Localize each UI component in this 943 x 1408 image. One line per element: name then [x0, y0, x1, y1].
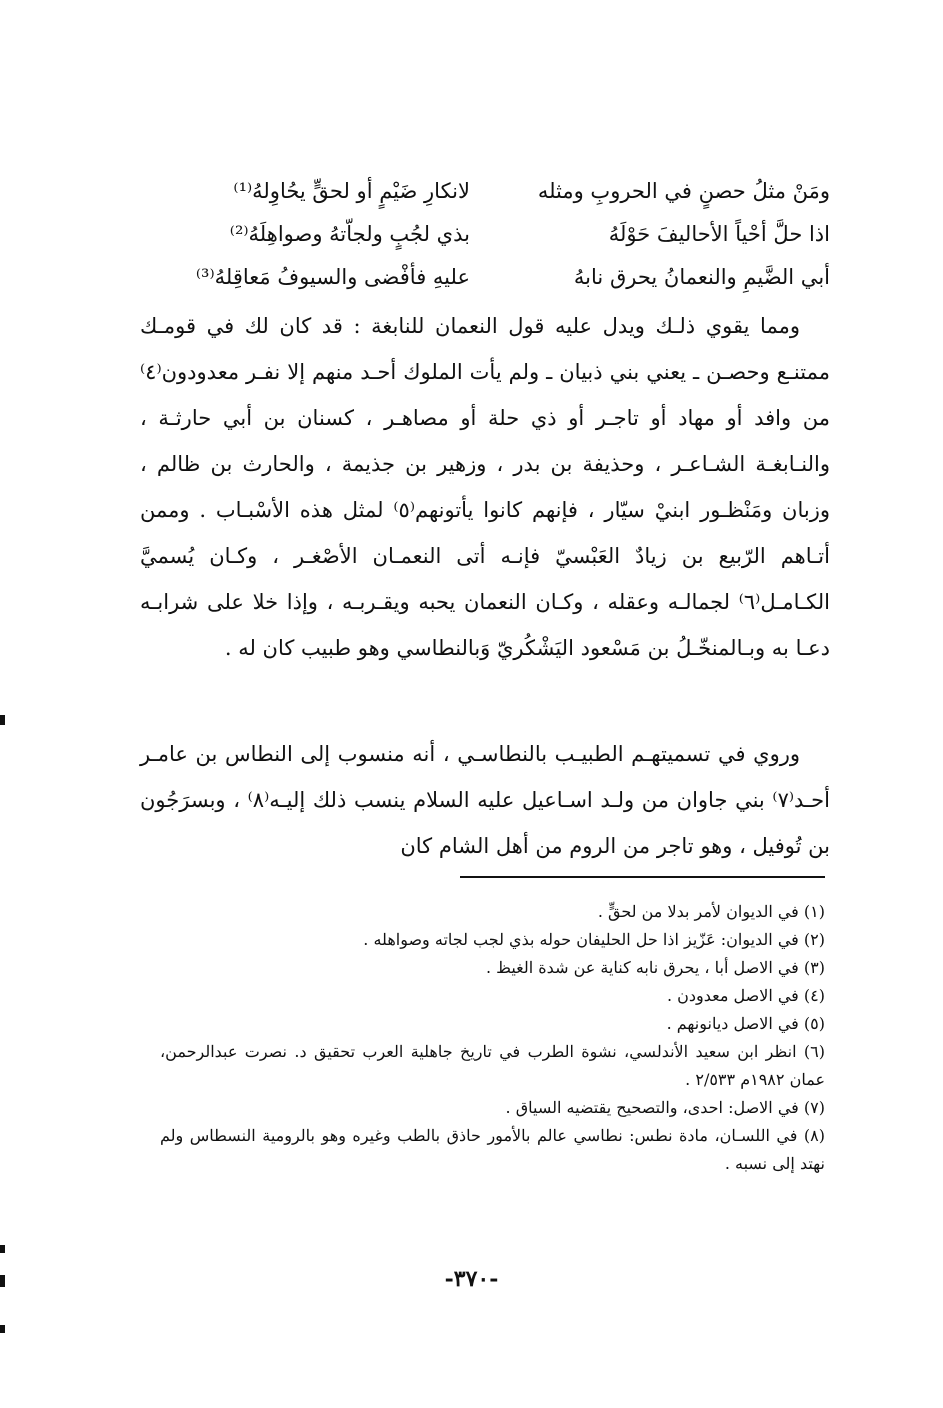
- poem-verse: [140, 170, 830, 213]
- verse-second-hemistich: لانكارِ ضَيْمٍ أو لحقٍّ يحُاوِلهُ⁽¹⁾: [233, 179, 470, 203]
- scan-edge-mark: [0, 1245, 5, 1253]
- footnote-7: (٧) في الاصل: احدى، والتصحيح يقتضيه السياق .: [505, 1098, 825, 1117]
- footnote-divider: [460, 876, 825, 878]
- verse-second-hemistich: عليهِ فأفْضى والسيوفُ مَعاقِلهُ⁽³⁾: [195, 265, 470, 289]
- verse-first-hemistich: أبي الضَّيمِ والنعمانُ يحرق نابهُ: [573, 265, 830, 289]
- verse-first-hemistich: اذا حلَّ أحْياً الأحاليفَ حَوْلَهُ: [608, 222, 830, 246]
- scan-edge-mark: [0, 715, 5, 725]
- footnote-6: (٦) انظر ابن سعيد الأندلسي، نشوة الطرب في تاريخ جاهلية العرب تحقيق د. نصرت عبدالرحمن، عمان ١٩٨٢م ٢/٥٣٣ .: [160, 1042, 825, 1089]
- body-paragraph-1: ومما يقوي ذلـك ويدل عليه قول النعمان للنابغة : قد كان لك في قومـك ممتنـع وحصـن ـ يعني بني ذبيان ـ ولم يأت الملوك أحـد منهم إلا نفـر معدودون⁽٤⁾ من وافد أو مهاد أو تاجـر أو ذي حلة أو مصاهـر ، كسنان بن أبي حارثـة ، والنـابغـة الشـاعـر ، وحذيفة بن بدر ، وزهير بن جذيمة ، والحارث بن ظالم ، وزبان ومَنْظـور ابنيْ سيّار ، فإنهم كانوا يأتونهم⁽٥⁾ لمثل هذه الأسْبـاب . وممن أتـاهم الرّبيع بن زيادٌ العَبْسيّ فإنـه أتى النعمـان الأصْغـر ، وكـان يُسميَّ الكـامـل⁽٦⁾ لجمالـه وعقله ، وكـان النعمان يحبه ويقـربـه ، وإذا خلا على شرابـه دعـا به وبـالمنخّـلُ بن مَسْعود اليَشْكُريّ وَبالنطاسي وهو طبيب كان له .: [140, 314, 831, 660]
- body-paragraph-2: وروي في تسميتهـم الطبيـب بالنطاسـي ، أنه منسوب إلى النطاس بن عامـر أحـد⁽٧⁾ بني جاوان من ولـد اسـاعيل عليه السلام ينسب ذلك إليـه⁽٨⁾ ، وبسرَجُون بن تُوفيل ، وهو تاجر من الروم من أهل الشام كان: [140, 742, 830, 858]
- footnote-3: (٣) في الاصل أبا ، يحرق نابه كناية عن شدة الغيظ .: [485, 958, 825, 977]
- poem-verse: [140, 256, 830, 299]
- page-number: -٣٧٠-: [444, 1266, 499, 1292]
- scan-edge-mark: [0, 1325, 5, 1333]
- verse-second-hemistich: بذي لجُبٍ ولجاّتهُ وصواهِلَهُ⁽²⁾: [229, 222, 470, 246]
- footnote-8: (٨) في اللسـان، مادة نطس: نطاسي عالم بالأمور حاذق بالطب وغيره وهو بالرومية النسطاس ولم نهتد إلى نسبه .: [160, 1126, 825, 1173]
- footnote-1: (١) في الديوان لأمر بدلا من لحقٍّ .: [597, 902, 825, 921]
- footnote-5: (٥) في الاصل ديانونهم .: [666, 1014, 825, 1033]
- footnotes-list: [160, 898, 825, 1178]
- scan-edge-mark: [0, 1275, 5, 1287]
- verse-first-hemistich: ومَنْ مثلُ حصنٍ في الحروبِ ومثله: [537, 179, 830, 203]
- footnote-2: (٢) في الديوان: عَزّيز اذا حل الحليفان حوله بذي لجب لجاته وصواهله .: [363, 930, 825, 949]
- footnote-4: (٤) في الاصل معدودن .: [666, 986, 825, 1005]
- poem-verse: [140, 213, 830, 256]
- poem-block: [140, 170, 830, 299]
